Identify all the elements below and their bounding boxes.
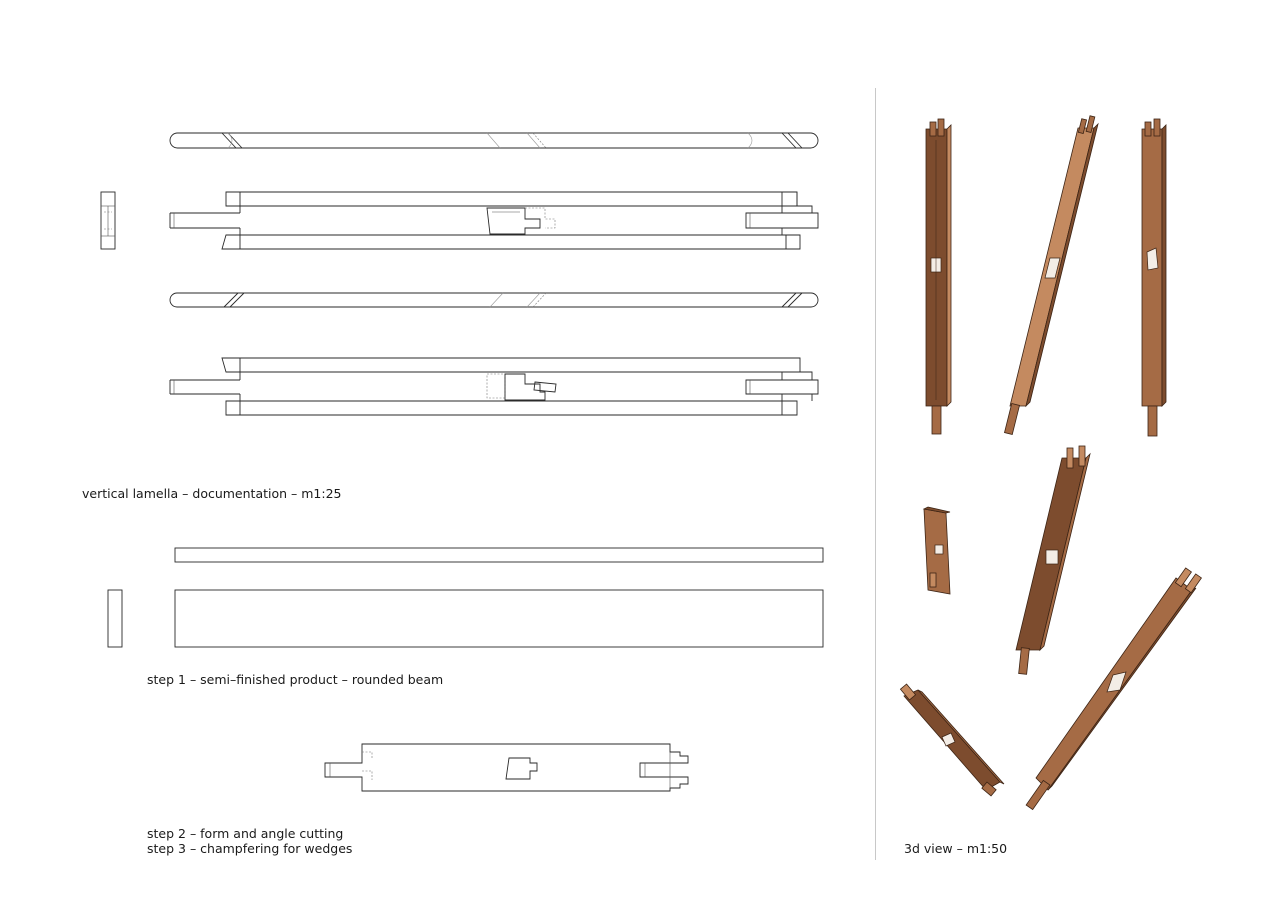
caption-3d-view: 3d view – m1:50 [904,841,1008,856]
caption-step3: step 3 – champfering for wedges [147,841,353,856]
caption-step2: step 2 – form and angle cutting [147,826,344,841]
top-view-2 [170,293,818,307]
3d-lamella-4 [1016,446,1090,674]
3d-lamella-5 [900,684,1004,796]
side-view-1 [170,192,818,249]
step2-drawing [325,744,688,791]
3d-piece-small [924,507,950,594]
top-view-1 [170,133,818,148]
cross-section-1 [101,192,115,249]
3d-lamella-2 [1004,116,1098,435]
step1-drawing [108,548,823,647]
panel-divider [875,88,876,860]
3d-lamella-3 [1142,119,1166,436]
caption-documentation: vertical lamella – documentation – m1:25 [82,486,342,501]
3d-lamella-1 [926,119,951,434]
side-view-2 [170,358,818,415]
caption-step1: step 1 – semi–finished product – rounded beam [147,672,444,687]
